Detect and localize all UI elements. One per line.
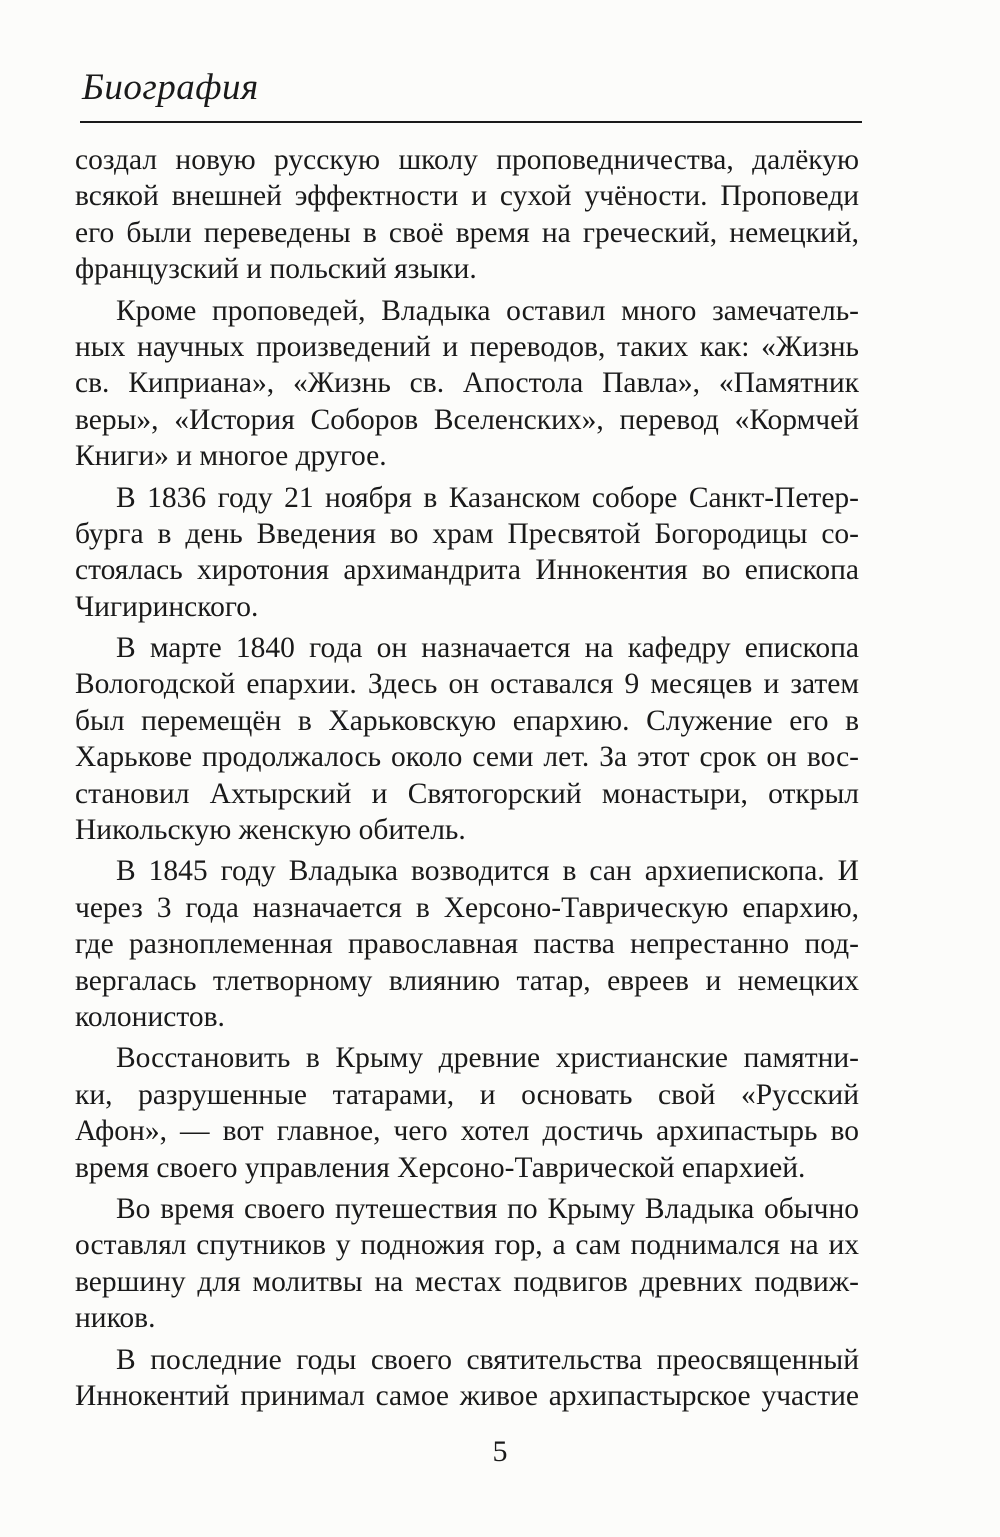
text-line: бурга в день Введения во храм Пресвятой Богородицы со- <box>75 517 859 550</box>
text-line: Иннокентий принимал самое живое архипастырское участие <box>75 1379 859 1412</box>
text-line: Никольскую женскую обитель. <box>75 814 466 847</box>
text-line: Вологодской епархии. Здесь он оставался 9 месяцев и затем <box>75 668 859 701</box>
text-line: время своего управления Херсоно-Таврической епархией. <box>75 1151 806 1184</box>
text-line: веры», «История Соборов Вселенских», перевод «Кормчей <box>75 403 859 436</box>
page-number: 5 <box>492 1435 508 1468</box>
text-line: В марте 1840 года он назначается на кафедру епископа <box>116 632 859 665</box>
text-line: его были переведены в своё время на греческий, немецкий, <box>75 216 859 249</box>
paragraph <box>75 630 859 848</box>
text-line: Кроме проповедей, Владыка оставил много замечатель- <box>116 294 859 327</box>
paragraph <box>75 480 859 626</box>
body-text <box>75 142 859 1419</box>
text-line: французский и польский языки. <box>75 253 477 286</box>
paragraph <box>75 853 859 1035</box>
paragraph <box>75 293 859 475</box>
text-line: ников. <box>75 1302 156 1335</box>
running-head-title: Биография <box>82 67 259 108</box>
text-line: стоялась хиротония архимандрита Иннокентия во епископа <box>75 554 859 587</box>
text-line: вергалась тлетворному влиянию татар, евреев и немецких <box>75 964 859 997</box>
text-line: В 1845 году Владыка возводится в сан архиепископа. И <box>116 855 859 888</box>
text-line: ки, разрушенные татарами, и основать свой «Русский <box>75 1078 859 1111</box>
text-line: Чигиринского. <box>75 590 259 623</box>
header-rule <box>80 121 862 123</box>
paragraph <box>75 142 859 288</box>
paragraph <box>75 1040 859 1186</box>
text-line: где разноплеменная православная паства непрестанно под- <box>75 928 859 961</box>
text-line: через 3 года назначается в Херсоно-Таврическую епархию, <box>75 891 859 924</box>
text-line: колонистов. <box>75 1000 225 1033</box>
text-line: ных научных произведений и переводов, таких как: «Жизнь <box>75 330 859 363</box>
text-line: создал новую русскую школу проповедничества, далёкую <box>75 144 859 176</box>
text-line: св. Киприана», «Жизнь св. Апостола Павла», «Памятник <box>75 367 859 400</box>
text-line: всякой внешней эффектности и сухой учёности. Проповеди <box>75 180 859 213</box>
text-line: становил Ахтырский и Святогорский монастыри, открыл <box>75 777 859 810</box>
text-line: Восстановить в Крыму древние христианские памятни- <box>116 1042 859 1075</box>
text-line: оставлял спутников у подножия гор, а сам поднимался на их <box>75 1229 859 1262</box>
text-line: Харькове продолжалось около семи лет. За этот срок он вос- <box>75 741 859 774</box>
text-line: Книги» и многое другое. <box>75 440 387 473</box>
paragraph <box>75 1342 859 1415</box>
text-line: В последние годы своего святительства преосвященный <box>116 1343 859 1376</box>
text-line: Во время своего путешествия по Крыму Владыка обычно <box>116 1192 859 1225</box>
text-line: вершину для молитвы на местах подвигов древних подвиж- <box>75 1265 859 1298</box>
paragraph <box>75 1191 859 1337</box>
text-line: был перемещён в Харьковскую епархию. Служение его в <box>75 704 859 737</box>
text-line: Афон», — вот главное, чего хотел достичь архипастырь во <box>75 1115 859 1148</box>
text-line: В 1836 году 21 ноября в Казанском соборе Санкт-Петер- <box>116 481 859 514</box>
